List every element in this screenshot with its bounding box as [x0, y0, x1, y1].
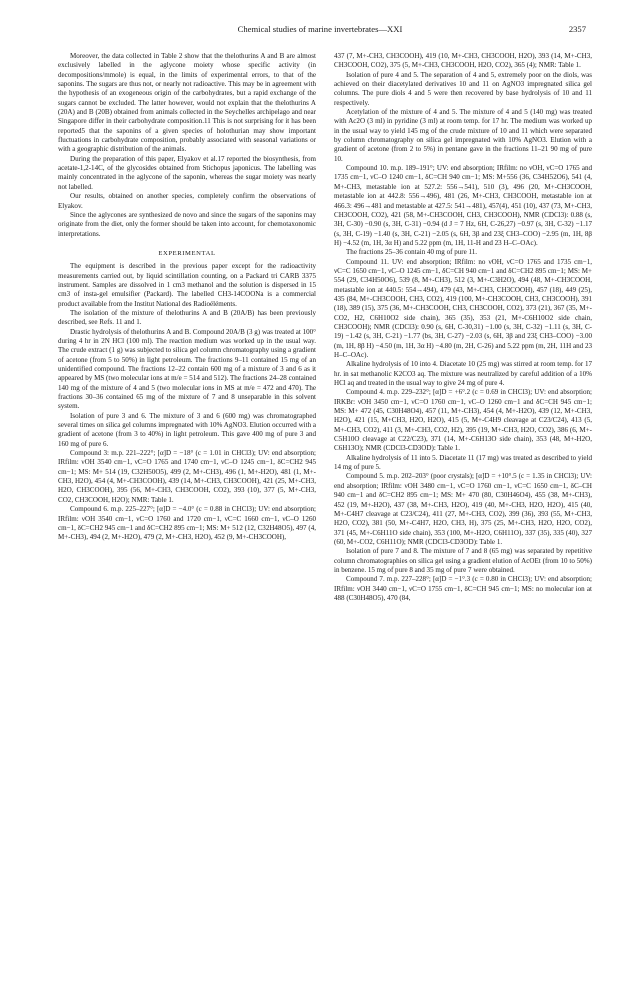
- paragraph: Compound 10. m.p. 189–191°; UV: end absorption; IRfilm: no νOH, νC=O 1765 and 1735 cm−1, νC–O 1240 cm−1, δC=CH 940 cm−1; MS: M+556 (36, C34H52O6), 541 (4, M+-CH3, metastable ion at 527.2: 556→541), 510 (3), 496 (20, M+-CH3COOH, metastable ion at 442.8: 556→496), 481 (26, M+-CH3, CH3COOH, metastable ion at 466.3: 496→481 and metastable at 427.5: 541→481), 457(4), 451 (10), 437 (73, M+-CH3, CH3COOH, CO2), 421 (58, M+-CH3COOH, CH3, CH3COOH), NMR (CDCl3): 0.88 (s, 3H, C-30) −0.90 (s, 3H, C-31) −0.94 (d J = 7 Hz, 6H, C-26,27) −0.97 (s, 3H, C-32) −1.17 (s, 3H, C-19) −1.40 (s, 3H, C-21) −2.05 (s, 6H, 3β and 23ξ CH3–COO) −2.95 (m, 1H, 8β H) −4.52 (m, 1H, 3α H) and 5.22 ppm (m, 1H, 11-H and 23 H–C–OAc).: [334, 164, 592, 247]
- paragraph: Compound 3: m.p. 221–222°; [α]D = −18° (c = 1.01 in CHCl3); UV: end absorption; IRfilm: νOH 3540 cm−1, νC=O 1765 and 1740 cm−1, νC–O 1245 cm−1, δC=CH2 945 cm−1; MS: M+ 514 (19, C32H50O5), 499 (2, M+-CH3), 496 (1, M+-H2O), 481 (1, M+-CH3, H2O), 454 (4, M+-CH3COOH), 439 (14, M+-CH3, CH3COOH), 421 (25, M+-CH3, H2O, CH3COOH), 395 (56, M+-CH3, CH3COOH, CO2), 393 (10), 377 (5, M+-CH3, CO2, CH3COOH, H2O); NMR: Table 1.: [58, 449, 316, 504]
- paragraph: Since the aglycones are synthesized de novo and since the sugars of the saponins may originate from the diet, only the former should be taken into account, for chemotaxonomic interpretations.: [58, 210, 316, 238]
- paragraph: Our results, obtained on another species, completely confirm the observations of Elyakov.: [58, 192, 316, 210]
- right-column: [334, 52, 592, 603]
- paragraph: Isolation of pure 4 and 5. The separation of 4 and 5, extremely poor on the diols, was achieved on their diacetylated derivatives 10 and 11 on AgNO3 impregnated silica gel columns. The pure diols 4 and 5 were then recovered by base hydrolysis of 10 and 11 respectively.: [334, 70, 592, 107]
- paragraph: Isolation of pure 3 and 6. The mixture of 3 and 6 (600 mg) was chromatographed several times on silica gel columns impregnated with 10% AgNO3. Elution occurred with a gradient of acetone (from 3 to 40%) in light petroleum. This gave 400 mg of pure 3 and 160 mg of pure 6.: [58, 411, 316, 448]
- paragraph: During the preparation of this paper, Elyakov et al.17 reported the biosynthesis, from acetate-1,2-14C, of the glycosides obtained from Stichopus japonicus. The labelling was mainly concentrated in the aglycone of the saponin, whereas the sugar moiety was nearly not labelled.: [58, 154, 316, 191]
- section-heading: EXPERIMENTAL: [158, 249, 216, 257]
- paragraph: Compound 4. m.p. 229–232°; [α]D = +6°.2 (c = 0.69 in CHCl3); UV: end absorption; IRKBr: νOH 3450 cm−1, νC=O 1760 cm−1, νC–O 1260 cm−1 and δC=CH 945 cm−1; MS: M+ 472 (45, C30H48O4), 457 (11, M+-CH3), 454 (4, M+-H2O), 439 (12, M+-CH3, H2O), 421 (15, M+CH3, H2O, H2O), 415 (5, M+-C4H9 cleavage at C23/C24), 413 (5, M+-CH3, CO2), 411 (3, M+-CH3, CO2, H2), 395 (19, M+-CH3, H2O, CO2), 386 (6, M+-C5H10O cleavage at C22/C23), 371 (14, M+-C6H13O side chain), 353 (48, M+-H2O, C6H13O); NMR (CDCl3-CD3OD): Table 1.: [334, 388, 592, 453]
- paragraph: Alkaline hydrolysis of 11 into 5. Diacetate 11 (17 mg) was treated as described to yield 14 mg of pure 5.: [334, 453, 592, 472]
- left-column: [58, 52, 316, 543]
- paragraph: Acetylation of the mixture of 4 and 5. The mixture of 4 and 5 (140 mg) was treated with Ac2O (3 ml) in pyridine (3 ml) at room temp. for 17 hr. The medium was worked up in the usual way to yield 145 mg of the crude mixture of 10 and 11 which were separated by column chromatography on silica gel impregnated with 10% AgNO3. Elution with a gradient of acetone (from 2 to 5%) in pentane gave in the fractions 11–21 90 mg of pure 10.: [334, 108, 592, 163]
- paragraph: 437 (7, M+-CH3, CH3COOH), 419 (10, M+-CH3, CH3COOH, H2O), 393 (14, M+-CH3, CH3COOH, CO2), 375 (5, M+-CH3, CH3COOH, H2O, CO2), 365 (4); NMR: Table 1.: [334, 52, 592, 70]
- running-header: [54, 24, 586, 38]
- paragraph: The equipment is described in the previous paper except for the radioactivity measurements carried out, by liquid scintillation counting, on a Packard tri CARB 3375 instrument. Samples are dissolved in 1 cm3 methanol and the solution is dispersed in 15 cm3 of insta-gel emulsifier (Packard). The labelled CH3-14COONa is a commercial product available from the Institut National des Radioéléments.: [58, 262, 316, 308]
- paragraph: Alkaline hydrolysis of 10 into 4. Diacetate 10 (25 mg) was stirred at room temp. for 17 hr. in sat methanolic K2CO3 aq. The mixture was neutralized by careful addition of a 10% HCl aq and treated in the usual way to give 24 mg of pure 4.: [334, 360, 592, 388]
- running-title: Chemical studies of marine invertebrates—XXI: [237, 24, 403, 34]
- paragraph: Moreover, the data collected in Table 2 show that the thelothurins A and B are almost exclusively labelled in the aglycone moiety whose specific activity (in decompositions/mmole) is equal, in the limits of experimental errors, to that of the saponins. The sugars are thus not, or nearly not radioactive. This may be in agreement with the hypothesis of an exogeneous origin of the carbohydrates, but a rapid exchange of the sugars cannot be excluded. The latter however, would not explain that the thelothurins A (20A) and B (20B) obtained from animals collected in the Seychelles archipelago and near Singapore differ in their carbohydrate composition.11 This is not surprising for it has been reported5 that the saponins of a given species of holothurian may show important fluctuations in carbohydrate composition, probably associated with seasonal variations or with a geographic distribution of the animals.: [58, 52, 316, 154]
- page-number: 2357: [568, 24, 586, 34]
- paragraph: The isolation of the mixture of thelothurins A and B (20A/B) has been previously described, see Refs. 11 and 1.: [58, 308, 316, 327]
- paragraph: Drastic hydrolysis of thelothurins A and B. Compound 20A/B (3 g) was treated at 100° during 4 hr in 2N HCl (100 ml). The reaction medium was worked up in the usual way. The crude extract (1 g) was subjected to silica gel column chromatography using a gradient of acetone (from 5 to 50%) in light petroleum. The fractions 9–11 contained 15 mg of an unidentified compound. The fractions 12–22 contain 600 mg of a mixture of 3 and 6 as it appeared by MS (two molecular ions at m/e = 514 and 512). The fractions 24–28 contained 140 mg of the mixture of 4 and 5 (two molecular ions in MS at m/e = 472 and 470). The fractions 30–36 contained 65 mg of the mixture of 7 and 8 unseparable in this solvent system.: [58, 327, 316, 411]
- paragraph: Compound 7. m.p. 227–228°; [α]D = −1°.3 (c = 0.80 in CHCl3); UV: end absorption; IRfilm: νOH 3440 cm−1, νC=O 1755 cm−1, δC=CH 945 cm−1; MS: no molecular ion at 488 (C30H48O5), 470 (84,: [334, 575, 592, 602]
- paragraph: Isolation of pure 7 and 8. The mixture of 7 and 8 (65 mg) was separated by repetitive column chromatographies on silica gel using a gradient elution of AcOEt (from 10 to 50%) in benzene. 15 mg of pure 8 and 35 mg of pure 7 were obtained.: [334, 547, 592, 574]
- paragraph: Compound 11. UV: end absorption; IRfilm: no νOH, νC=O 1765 and 1735 cm−1, νC=C 1650 cm−1, νC–O 1245 cm−1, δC=CH 940 cm−1 and δC=CH2 895 cm−1; MS: M+ 554 (29, C34H50O6), 539 (8, M+-CH3), 512 (3, M+-C3H2O), 494 (48, M+-CH3COOH, metastable ion at 440.5: 554→494), 479 (43, M+-CH3, CH3COOH), 457 (18), 449 (25), 435 (84, M+-CH3COOH, CH3, CO2), 419 (100, M+-CH3COOH, CH3, CH3COOH), 391 (18), 389 (15), 375 (36, M+-CH3COOH, CH3, CH3COOH, CO2), 373 (21), 367 (35, M+-CO2, H2, C6H10O2 side chain), 365 (35), 353 (21, M+-C6H10O2 side chain, CH3COOH); NMR (CDCl3): 0.90 (s, 6H, C-30,31) −1.00 (s, 3H, C-32) −1.11 (s, 3H, C-19) −1.42 (s, 3H, C-21) −1.77 (bs, 3H, C-27) −2.03 (s, 6H, 3β and 23ξ CH3–COO) −3.00 (m, 1H, 8β H) −4.50 (m, 1H, 3α H) −4.80 (m, 2H, C-26) and 5.22 ppm (m, 2H, 11H and 23 H–C–OAc).: [334, 257, 592, 359]
- paragraph: The fractions 25–36 contain 40 mg of pure 11.: [346, 248, 478, 257]
- paragraph: Compound 5. m.p. 202–203° (poor crystals); [α]D = +10°.5 (c = 1.35 in CHCl3); UV: end absorption; IRfilm: νOH 3480 cm−1, νC=O 1760 cm−1, νC=C 1650 cm−1, δC–CH 940 cm−1 and δC=CH2 895 cm−1; MS: M+ 470 (80, C30H46O4), 455 (38, M+-CH3), 452 (19, M+-H2O), 437 (38, M+-CH3, H2O), 419 (40, M+-CH3, H2O, H2O), 415 (40, M+-C4H7 cleavage at C23/C24), 411 (27, M+-CH3, CO2), 399 (36), 393 (55, M+-CH3, H2O, CO2), 381 (50, M+-C4H7, H2O, CH3, H), 375 (25, M+-CH3, H2O, H2O, CO2), 371 (45, M+-C6H11O side chain), 353 (100, M+-H2O, C6H11O), 337 (35), 335 (40), 327 (60, M+-CO2, C6H11O); NMR (CDCl3-CD3OD): Table 1.: [334, 472, 592, 546]
- paragraph: Compound 6. m.p. 225–227°; [α]D = −4.0° (c = 0.88 in CHCl3); UV: end absorption; IRfilm: νOH 3540 cm−1, νC=O 1760 and 1720 cm−1, νC=C 1660 cm−1, νC–O 1260 cm−1, δC=CH2 945 cm−1 and δC=CH2 895 cm−1; MS: M+ 512 (12, C32H48O5), 497 (4, M+-CH3), 494 (2, M+-H2O), 479 (2, M+-CH3, H2O), 452 (9, M+-CH3COOH),: [58, 505, 316, 542]
